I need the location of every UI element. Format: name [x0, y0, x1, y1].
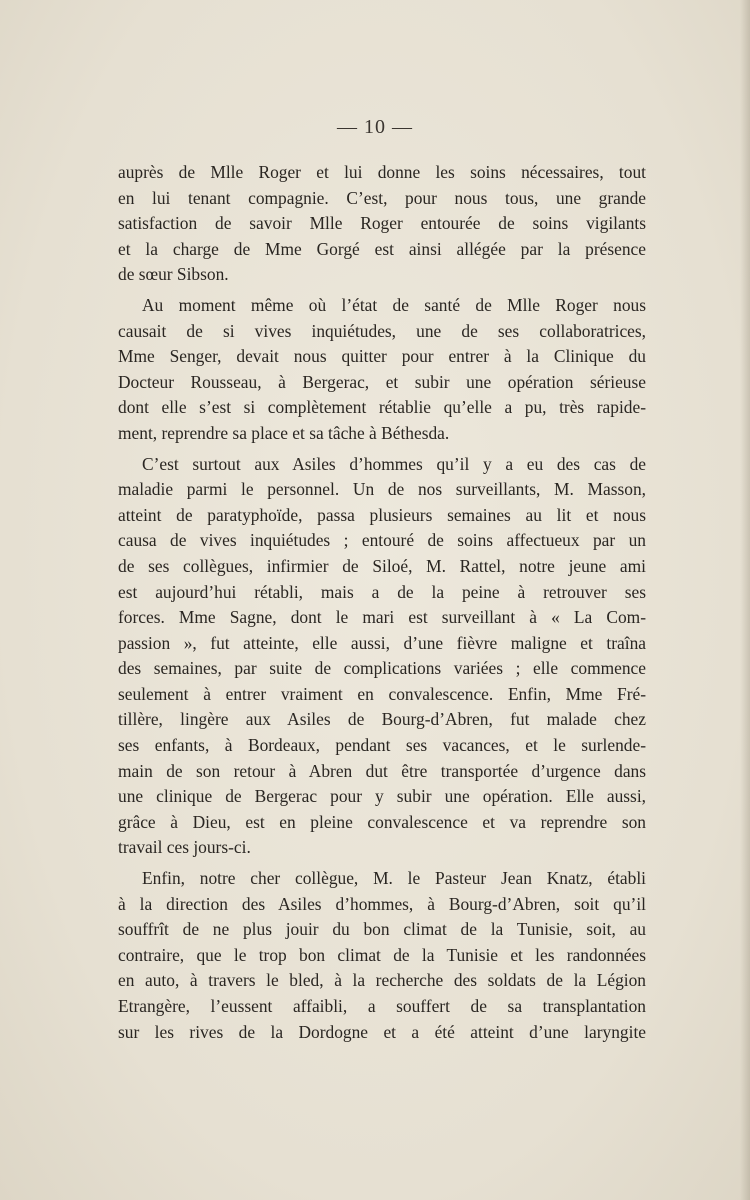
text-line: Enfin, notre cher collègue, M. le Pasteur Jean Knatz, établi [142, 868, 646, 889]
text-line: forces. Mme Sagne, dont le mari est surveillant à « La Com- [118, 607, 646, 628]
text-line: de sœur Sibson. [118, 264, 229, 285]
text-line: maladie parmi le personnel. Un de nos surveillants, M. Masson, [118, 479, 646, 500]
text-line: ses enfants, à Bordeaux, pendant ses vacances, et le surlende- [118, 735, 646, 756]
text-line: Docteur Rousseau, à Bergerac, et subir une opération sérieuse [118, 371, 646, 392]
text-line: tillère, lingère aux Asiles de Bourg-d’Abren, fut malade chez [118, 709, 646, 730]
text-line: en lui tenant compagnie. C’est, pour nous tous, une grande [118, 187, 646, 208]
text-line: en auto, à travers le bled, à la recherche des soldats de la Légion [118, 970, 646, 991]
text-line: dont elle s’est si complètement rétablie qu’elle a pu, très rapide- [118, 397, 646, 418]
text-line: causait de si vives inquiétudes, une de ses collaboratrices, [118, 320, 646, 341]
text-line: C’est surtout aux Asiles d’hommes qu’il y a eu des cas de [142, 453, 646, 474]
text-line: atteint de paratyphoïde, passa plusieurs semaines au lit et nous [118, 504, 646, 525]
text-line: Etrangère, l’eussent affaibli, a souffert de sa transplantation [118, 996, 646, 1016]
text-line: travail ces jours-ci. [118, 837, 251, 858]
text-line: sur les rives de la Dordogne et a été atteint d’une laryngite [118, 1021, 646, 1042]
page-edge-shadow [740, 0, 750, 1200]
text-line: Au moment même où l’état de santé de Mlle Roger nous [142, 294, 646, 315]
text-line: causa de vives inquiétudes ; entouré de soins affectueux par un [118, 530, 646, 551]
text-line: grâce à Dieu, est en pleine convalescence et va reprendre son [118, 811, 646, 832]
text-line: ment, reprendre sa place et sa tâche à Béthesda. [118, 422, 450, 443]
text-line: passion », fut atteinte, elle aussi, d’une fièvre maligne et traîna [118, 632, 646, 653]
text-line: de ses collègues, infirmier de Siloé, M. Rattel, notre jeune ami [118, 555, 646, 576]
text-line: auprès de Mlle Roger et lui donne les soins nécessaires, tout [118, 162, 646, 182]
body-text [118, 160, 646, 1045]
text-line: main de son retour à Abren dut être transportée d’urgence dans [118, 760, 646, 781]
text-line: contraire, que le trop bon climat de la Tunisie et les randonnées [118, 944, 646, 965]
text-line: souffrît de ne plus jouir du bon climat de la Tunisie, soit, au [118, 919, 646, 940]
text-line: satisfaction de savoir Mlle Roger entourée de soins vigilants [118, 213, 646, 234]
text-line: une clinique de Bergerac pour y subir une opération. Elle aussi, [118, 786, 646, 807]
text-line: seulement à entrer vraiment en convalescence. Enfin, Mme Fré- [118, 683, 646, 704]
text-line: Mme Senger, devait nous quitter pour entrer à la Clinique du [118, 346, 646, 367]
text-line: des semaines, par suite de complications variées ; elle commence [118, 658, 646, 679]
text-line: à la direction des Asiles d’hommes, à Bourg-d’Abren, soit qu’il [118, 893, 646, 914]
text-line: et la charge de Mme Gorgé est ainsi allégée par la présence [118, 238, 646, 259]
page-number: — 10 — [337, 116, 413, 138]
text-line: est aujourd’hui rétabli, mais a de la peine à retrouver ses [118, 581, 646, 602]
